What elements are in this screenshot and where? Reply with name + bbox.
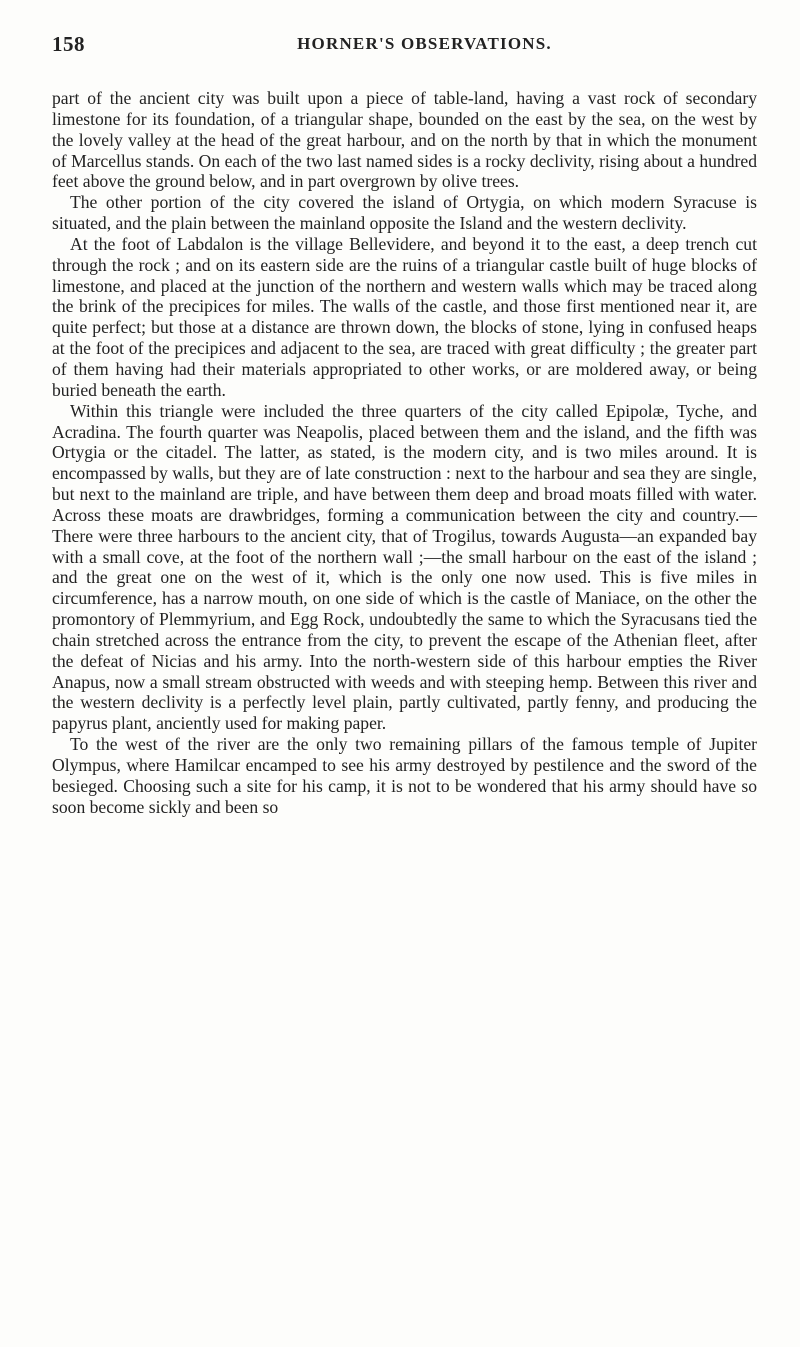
paragraph: The other portion of the city covered the island of Ortygia, on which modern Syracuse is situated, and the plain between the mainland opposite the Island and the western declivity. (52, 192, 757, 234)
paragraph: part of the ancient city was built upon a piece of table-land, having a vast rock of secondary limestone for its foundation, of a triangular shape, bounded on the east by the sea, on the west by the lovely valley at the head of the great harbour, and on the north by that in which the monument of Marcellus stands. On each of the two last named sides is a rocky declivity, rising about a hundred feet above the ground below, and in part overgrown by olive trees. (52, 88, 757, 192)
paragraph: Within this triangle were included the three quarters of the city called Epipolæ, Tyche, and Acradina. The fourth quarter was Neapolis, placed between them and the island, and the fifth was Ortygia or the citadel. The latter, as stated, is the modern city, and is two miles around. It is encompassed by walls, but they are of late construction : next to the harbour and sea they are single, but next to the mainland are triple, and have between them deep and broad moats filled with water. Across these moats are drawbridges, forming a communication between the city and country.—There were three harbours to the ancient city, that of Trogilus, towards Augusta—an expanded bay with a small cove, at the foot of the northern wall ;—the small harbour on the east of the island ; and the great one on the west of it, which is the only one now used. This is five miles in circumference, has a narrow mouth, on one side of which is the castle of Maniace, on the other the promontory of Plemmyrium, and Egg Rock, undoubtedly the same to which the Syracusans tied the chain stretched across the entrance from the city, to prevent the escape of the Athenian fleet, after the defeat of Nicias and his army. Into the north-western side of this harbour empties the River Anapus, now a small stream obstructed with weeds and with steeping hemp. Between this river and the western declivity is a perfectly level plain, partly cultivated, partly fenny, and producing the papyrus plant, anciently used for making paper. (52, 400, 757, 734)
body-text (52, 88, 757, 818)
book-page (52, 32, 757, 818)
paragraph: At the foot of Labdalon is the village Bellevidere, and beyond it to the east, a deep trench cut through the rock ; and on its eastern side are the ruins of a triangular castle built of huge blocks of limestone, and placed at the junction of the northern and western walls which may be traced along the brink of the precipices for miles. The walls of the castle, and those first mentioned near it, are quite perfect; but those at a distance are thrown down, the blocks of stone, lying in confused heaps at the foot of the precipices and adjacent to the sea, are traced with great difficulty ; the greater part of them having had their materials appropriated to other works, or are moldered away, or being buried beneath the earth. (52, 233, 757, 400)
page-number: 158 (52, 32, 85, 56)
page-header (52, 32, 757, 58)
running-head: HORNER'S OBSERVATIONS. (297, 34, 552, 53)
paragraph: To the west of the river are the only two remaining pillars of the famous temple of Jupiter Olympus, where Hamilcar encamped to see his army destroyed by pestilence and the sword of the besieged. Choosing such a site for his camp, it is not to be wondered that his army should have so soon become sickly and been so (52, 734, 757, 817)
